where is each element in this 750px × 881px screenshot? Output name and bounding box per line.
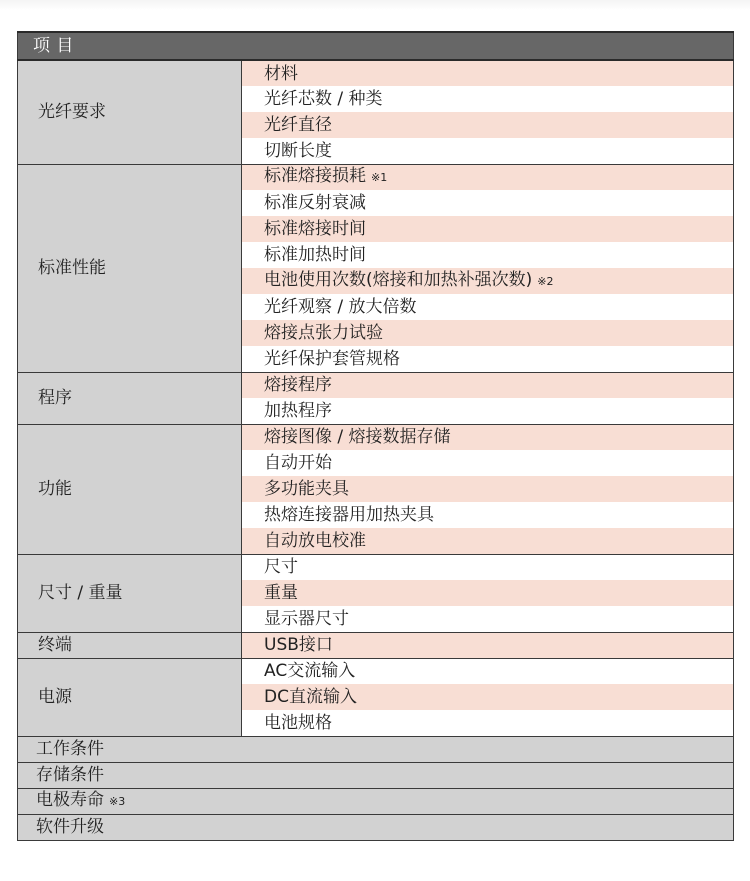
table-row xyxy=(18,658,734,684)
item-image-data-storage: 熔接图像 / 熔接数据存储 xyxy=(242,424,734,450)
category-fiber-requirements: 光纤要求 xyxy=(18,60,242,164)
category-standard-performance: 标准性能 xyxy=(18,164,242,372)
category-programs: 程序 xyxy=(18,372,242,424)
table-row xyxy=(18,736,734,762)
item-dimensions: 尺寸 xyxy=(242,554,734,580)
category-power: 电源 xyxy=(18,658,242,736)
item-battery-cycles-text: 电池使用次数(熔接和加热补强次数) xyxy=(264,270,533,290)
note-1: ※1 xyxy=(371,171,388,185)
item-return-loss: 标准反射衰减 xyxy=(242,190,734,216)
item-multi-clamp: 多功能夹具 xyxy=(242,476,734,502)
item-material: 材料 xyxy=(242,60,734,86)
item-arc-calibration: 自动放电校准 xyxy=(242,528,734,554)
item-heat-program: 加热程序 xyxy=(242,398,734,424)
item-battery-spec: 电池规格 xyxy=(242,710,734,736)
row-electrode-life-text: 电极寿命 xyxy=(36,790,104,810)
table-row xyxy=(18,424,734,450)
item-tension-test: 熔接点张力试验 xyxy=(242,320,734,346)
table-row xyxy=(18,788,734,814)
category-size-weight: 尺寸 / 重量 xyxy=(18,554,242,632)
row-electrode-life xyxy=(18,788,734,814)
item-dc-input: DC直流输入 xyxy=(242,684,734,710)
table-row xyxy=(18,164,734,190)
category-terminal: 终端 xyxy=(18,632,242,658)
table-row xyxy=(18,554,734,580)
item-fiber-view-magnification: 光纤观察 / 放大倍数 xyxy=(242,294,734,320)
table-header-row xyxy=(18,32,734,60)
item-protection-sleeve: 光纤保护套管规格 xyxy=(242,346,734,372)
item-battery-cycles xyxy=(242,268,734,294)
note-3: ※3 xyxy=(109,795,126,808)
item-ac-input: AC交流输入 xyxy=(242,658,734,684)
category-functions: 功能 xyxy=(18,424,242,554)
item-heat-time: 标准加热时间 xyxy=(242,242,734,268)
item-cleave-length: 切断长度 xyxy=(242,138,734,164)
item-splice-loss xyxy=(242,164,734,190)
header-label: 项 目 xyxy=(18,32,734,60)
item-connector-heater-clamp: 热熔连接器用加热夹具 xyxy=(242,502,734,528)
table-row xyxy=(18,60,734,86)
item-splice-loss-text: 标准熔接损耗 xyxy=(264,166,366,187)
item-fiber-diameter: 光纤直径 xyxy=(242,112,734,138)
table-row xyxy=(18,762,734,788)
item-usb-port: USB接口 xyxy=(242,632,734,658)
item-display-size: 显示器尺寸 xyxy=(242,606,734,632)
item-fiber-count-type: 光纤芯数 / 种类 xyxy=(242,86,734,112)
item-weight: 重量 xyxy=(242,580,734,606)
item-splice-program: 熔接程序 xyxy=(242,372,734,398)
spec-table xyxy=(17,31,734,841)
table-row xyxy=(18,814,734,840)
row-software-upgrade: 软件升级 xyxy=(18,814,734,840)
row-storage-conditions: 存储条件 xyxy=(18,762,734,788)
top-shadow xyxy=(0,0,750,10)
item-splice-time: 标准熔接时间 xyxy=(242,216,734,242)
item-auto-start: 自动开始 xyxy=(242,450,734,476)
table-row xyxy=(18,372,734,398)
table-row xyxy=(18,632,734,658)
note-2: ※2 xyxy=(537,275,554,288)
row-operating-conditions: 工作条件 xyxy=(18,736,734,762)
